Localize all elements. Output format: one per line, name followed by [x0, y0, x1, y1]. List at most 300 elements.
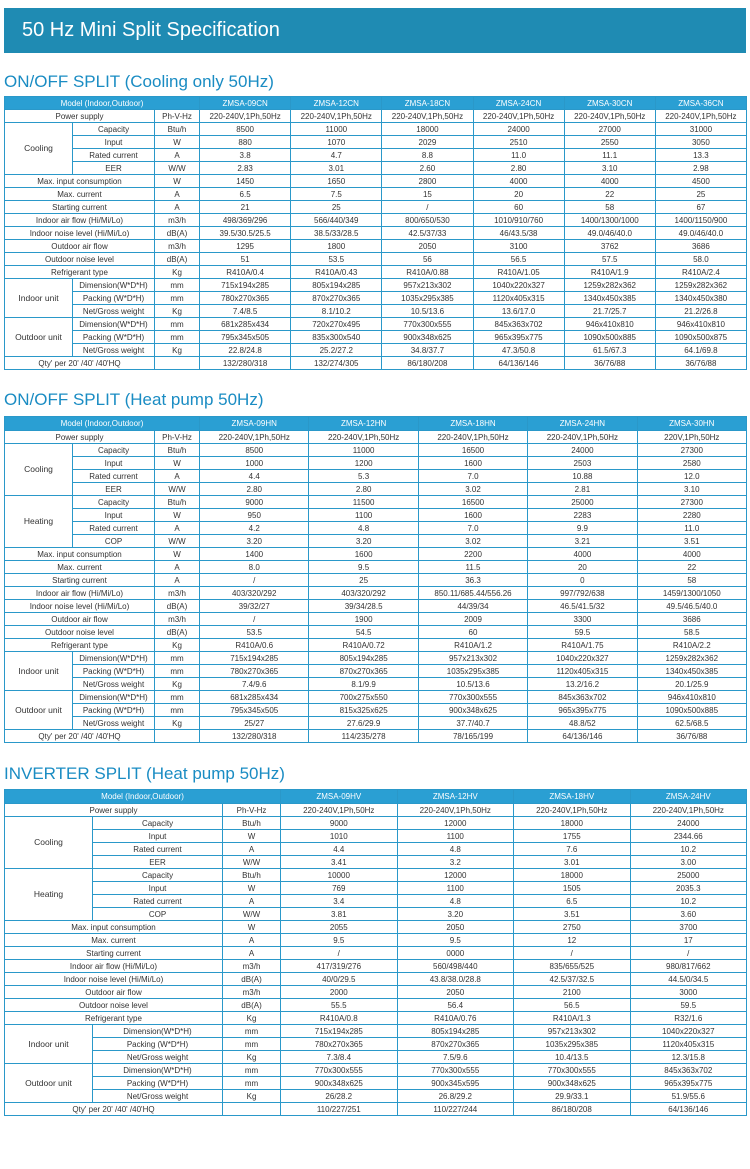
row-group-label: Indoor unit — [5, 1025, 93, 1064]
table-row — [5, 305, 747, 318]
value-cell: 64/136/146 — [630, 1103, 747, 1116]
value-cell: 769 — [281, 882, 398, 895]
value-cell: 11.5 — [418, 561, 527, 574]
row-label: Max. current — [5, 934, 223, 947]
value-cell: 835x300x540 — [291, 331, 382, 344]
value-cell: 25/27 — [200, 717, 309, 730]
row-label: Indoor noise level (Hi/Mi/Lo) — [5, 600, 155, 613]
value-cell: 805x194x285 — [291, 279, 382, 292]
table-row — [5, 665, 747, 678]
value-cell: 132/280/318 — [200, 730, 309, 743]
value-cell: 870x270x365 — [291, 292, 382, 305]
value-cell: 2029 — [382, 136, 473, 149]
model-name: ZMSA-12HV — [397, 790, 514, 804]
value-cell: 220-240V,1Ph,50Hz — [309, 431, 418, 444]
value-cell: 11.1 — [564, 149, 655, 162]
value-cell: 2100 — [514, 986, 631, 999]
value-cell: 850.11/685.44/556.26 — [418, 587, 527, 600]
row-unit: mm — [155, 691, 200, 704]
value-cell: 12 — [514, 934, 631, 947]
row-label: Dimension(W*D*H) — [73, 318, 155, 331]
table-row — [5, 869, 747, 882]
row-group-label: Outdoor unit — [5, 1064, 93, 1103]
value-cell: 8.1/10.2 — [291, 305, 382, 318]
row-group-label: Indoor unit — [5, 279, 73, 318]
value-cell: 62.5/68.5 — [637, 717, 746, 730]
value-cell: 950 — [200, 509, 309, 522]
value-cell: 2055 — [281, 921, 398, 934]
value-cell: 3.01 — [514, 856, 631, 869]
model-name: ZMSA-30CN — [564, 97, 655, 110]
row-label: Capacity — [93, 817, 223, 830]
value-cell: 9000 — [200, 496, 309, 509]
value-cell: 1900 — [309, 613, 418, 626]
value-cell: 29.9/33.1 — [514, 1090, 631, 1103]
value-cell: 55.5 — [281, 999, 398, 1012]
value-cell: 3.21 — [528, 535, 637, 548]
row-unit: Kg — [155, 717, 200, 730]
value-cell: 3.02 — [418, 483, 527, 496]
value-cell: 132/280/318 — [200, 357, 291, 370]
value-cell: 36/76/88 — [564, 357, 655, 370]
value-cell: 220-240V,1Ph,50Hz — [528, 431, 637, 444]
model-name: ZMSA-18HV — [514, 790, 631, 804]
value-cell: 4.4 — [200, 470, 309, 483]
row-unit: mm — [155, 652, 200, 665]
row-label: Input — [73, 457, 155, 470]
value-cell: 21.2/26.8 — [655, 305, 746, 318]
value-cell: 18000 — [514, 817, 631, 830]
row-unit: Kg — [155, 639, 200, 652]
table-row — [5, 678, 747, 691]
value-cell: 22 — [637, 561, 746, 574]
value-cell: 2.81 — [528, 483, 637, 496]
value-cell: 46.5/41.5/32 — [528, 600, 637, 613]
table-row — [5, 331, 747, 344]
row-unit: m3/h — [155, 214, 200, 227]
value-cell: 22 — [564, 188, 655, 201]
value-cell: 18000 — [382, 123, 473, 136]
value-cell: 2.98 — [655, 162, 746, 175]
table-row — [5, 600, 747, 613]
value-cell: 7.4/9.6 — [200, 678, 309, 691]
model-name: ZMSA-09HV — [281, 790, 398, 804]
row-unit: Kg — [155, 305, 200, 318]
value-cell: 44.5/0/34.5 — [630, 973, 747, 986]
value-cell: 3.01 — [291, 162, 382, 175]
value-cell: 26/28.2 — [281, 1090, 398, 1103]
value-cell: 39/32/27 — [200, 600, 309, 613]
value-cell: 7.5 — [291, 188, 382, 201]
value-cell: 13.6/17.0 — [473, 305, 564, 318]
value-cell: 56.5 — [473, 253, 564, 266]
value-cell: 4.2 — [200, 522, 309, 535]
table-row — [5, 457, 747, 470]
row-unit: Kg — [223, 1090, 281, 1103]
value-cell: R410A/1.9 — [564, 266, 655, 279]
row-label: Outdoor air flow — [5, 613, 155, 626]
value-cell: 10.4/13.5 — [514, 1051, 631, 1064]
table-row — [5, 999, 747, 1012]
table-row — [5, 279, 747, 292]
table-row — [5, 717, 747, 730]
row-label: Max. input consumption — [5, 175, 155, 188]
value-cell: 3.10 — [637, 483, 746, 496]
value-cell: R410A/0.76 — [397, 1012, 514, 1025]
value-cell: 220-240V,1Ph,50Hz — [382, 110, 473, 123]
value-cell: 54.5 — [309, 626, 418, 639]
row-label: Outdoor noise level — [5, 999, 223, 1012]
model-name: ZMSA-12HN — [309, 417, 418, 431]
value-cell: 4.8 — [397, 895, 514, 908]
value-cell: 1450 — [200, 175, 291, 188]
model-name: ZMSA-24CN — [473, 97, 564, 110]
value-cell: 7.4/8.5 — [200, 305, 291, 318]
value-cell: / — [382, 201, 473, 214]
value-cell: 2550 — [564, 136, 655, 149]
value-cell: 22.8/24.8 — [200, 344, 291, 357]
value-cell: 4000 — [564, 175, 655, 188]
value-cell: 2009 — [418, 613, 527, 626]
value-cell: 681x285x434 — [200, 318, 291, 331]
value-cell: 220-240V,1Ph,50Hz — [514, 804, 631, 817]
value-cell: 2050 — [382, 240, 473, 253]
value-cell: 42.5/37/32.5 — [514, 973, 631, 986]
value-cell: 997/792/638 — [528, 587, 637, 600]
value-cell: 795x345x505 — [200, 704, 309, 717]
value-cell: 900x348x625 — [418, 704, 527, 717]
value-cell: 946x410x810 — [637, 691, 746, 704]
row-label: Capacity — [73, 496, 155, 509]
value-cell: 56.4 — [397, 999, 514, 1012]
row-label: Starting current — [5, 947, 223, 960]
value-cell: 3.20 — [397, 908, 514, 921]
value-cell: 20.1/25.9 — [637, 678, 746, 691]
value-cell: 220-240V,1Ph,50Hz — [418, 431, 527, 444]
row-unit: mm — [155, 665, 200, 678]
value-cell: R410A/0.4 — [200, 266, 291, 279]
model-name: ZMSA-36CN — [655, 97, 746, 110]
value-cell: 770x300x555 — [281, 1064, 398, 1077]
value-cell: 2050 — [397, 921, 514, 934]
value-cell: 10.2 — [630, 843, 747, 856]
row-label: Net/Gross weight — [73, 305, 155, 318]
row-unit: A — [155, 470, 200, 483]
row-unit: dB(A) — [155, 253, 200, 266]
value-cell: 965x395x775 — [630, 1077, 747, 1090]
value-cell: 403/320/292 — [309, 587, 418, 600]
value-cell: 845x363x702 — [528, 691, 637, 704]
value-cell: 770x300x555 — [418, 691, 527, 704]
row-label: EER — [73, 162, 155, 175]
model-name: ZMSA-18HN — [418, 417, 527, 431]
value-cell: 1100 — [397, 882, 514, 895]
value-cell: 61.5/67.3 — [564, 344, 655, 357]
value-cell: 42.5/37/33 — [382, 227, 473, 240]
value-cell: 2510 — [473, 136, 564, 149]
value-cell: 38.5/33/28.5 — [291, 227, 382, 240]
value-cell: 4.8 — [309, 522, 418, 535]
row-label: Qty' per 20' /40' /40'HQ — [5, 357, 155, 370]
row-label: Dimension(W*D*H) — [93, 1064, 223, 1077]
row-unit — [155, 730, 200, 743]
table-row — [5, 253, 747, 266]
value-cell: 20 — [473, 188, 564, 201]
value-cell: 805x194x285 — [309, 652, 418, 665]
table-row — [5, 201, 747, 214]
table-row — [5, 639, 747, 652]
row-label: Refrigerant type — [5, 1012, 223, 1025]
table-row — [5, 149, 747, 162]
value-cell: 58.0 — [655, 253, 746, 266]
value-cell: 498/369/296 — [200, 214, 291, 227]
value-cell: 3.20 — [200, 535, 309, 548]
value-cell: R410A/0.43 — [291, 266, 382, 279]
value-cell: 220-240V,1Ph,50Hz — [200, 431, 309, 444]
value-cell: 6.5 — [514, 895, 631, 908]
value-cell: 26.8/29.2 — [397, 1090, 514, 1103]
table-row — [5, 175, 747, 188]
value-cell: 1600 — [418, 509, 527, 522]
table-row — [5, 318, 747, 331]
table-row — [5, 882, 747, 895]
value-cell: 13.2/16.2 — [528, 678, 637, 691]
row-unit: Btu/h — [155, 444, 200, 457]
spec-table-heat-pump — [4, 416, 747, 743]
spec-table-cooling-only — [4, 96, 747, 370]
value-cell: R410A/0.88 — [382, 266, 473, 279]
row-label: Packing (W*D*H) — [93, 1038, 223, 1051]
row-unit: dB(A) — [155, 227, 200, 240]
value-cell: 12000 — [397, 869, 514, 882]
row-unit: A — [155, 561, 200, 574]
value-cell: 770x300x555 — [382, 318, 473, 331]
value-cell: 220-240V,1Ph,50Hz — [655, 110, 746, 123]
section-title: ON/OFF SPLIT (Heat pump 50Hz) — [4, 390, 264, 409]
value-cell: 3.51 — [637, 535, 746, 548]
row-label: Capacity — [73, 123, 155, 136]
model-name: ZMSA-24HV — [630, 790, 747, 804]
value-cell: 2.80 — [200, 483, 309, 496]
value-cell: 56.5 — [514, 999, 631, 1012]
row-label: Net/Gross weight — [93, 1090, 223, 1103]
row-unit: Kg — [223, 1012, 281, 1025]
row-unit: Ph-V-Hz — [155, 431, 200, 444]
table-row — [5, 574, 747, 587]
row-unit: mm — [155, 704, 200, 717]
value-cell: 845x363x702 — [473, 318, 564, 331]
value-cell: 21.7/25.7 — [564, 305, 655, 318]
table-row — [5, 431, 747, 444]
value-cell: 1200 — [309, 457, 418, 470]
value-cell: 6.5 — [200, 188, 291, 201]
value-cell: 3.00 — [630, 856, 747, 869]
value-cell: 4000 — [637, 548, 746, 561]
value-cell: 27000 — [564, 123, 655, 136]
row-label: Starting current — [5, 201, 155, 214]
value-cell: / — [200, 574, 309, 587]
value-cell: 64.1/69.8 — [655, 344, 746, 357]
table-row — [5, 626, 747, 639]
model-name: ZMSA-09CN — [200, 97, 291, 110]
value-cell: R410A/0.72 — [309, 639, 418, 652]
value-cell: 1035x295x385 — [382, 292, 473, 305]
header-row — [5, 417, 747, 431]
value-cell: 715x194x285 — [281, 1025, 398, 1038]
value-cell: 64/136/146 — [473, 357, 564, 370]
value-cell: / — [630, 947, 747, 960]
value-cell: 58 — [564, 201, 655, 214]
value-cell: 10.5/13.6 — [382, 305, 473, 318]
value-cell: 835/655/525 — [514, 960, 631, 973]
row-unit: m3/h — [155, 240, 200, 253]
value-cell: R410A/2.2 — [637, 639, 746, 652]
value-cell: 1070 — [291, 136, 382, 149]
value-cell: 2750 — [514, 921, 631, 934]
value-cell: 10.88 — [528, 470, 637, 483]
value-cell: 3686 — [637, 613, 746, 626]
row-unit: Kg — [155, 266, 200, 279]
value-cell: 220-240V,1Ph,50Hz — [564, 110, 655, 123]
row-label: Qty' per 20' /40' /40'HQ — [5, 730, 155, 743]
value-cell: 2000 — [281, 986, 398, 999]
row-group-label: Outdoor unit — [5, 691, 73, 730]
row-label: Refrigerant type — [5, 639, 155, 652]
value-cell: 220-240V,1Ph,50Hz — [281, 804, 398, 817]
value-cell: 1459/1300/1050 — [637, 587, 746, 600]
row-unit: W/W — [223, 856, 281, 869]
value-cell: 220-240V,1Ph,50Hz — [397, 804, 514, 817]
table-row — [5, 470, 747, 483]
value-cell: 59.5 — [528, 626, 637, 639]
table-row — [5, 561, 747, 574]
row-unit: A — [223, 843, 281, 856]
value-cell: 965x395x775 — [473, 331, 564, 344]
value-cell: 4.4 — [281, 843, 398, 856]
value-cell: 7.3/8.4 — [281, 1051, 398, 1064]
row-unit — [155, 357, 200, 370]
value-cell: 16500 — [418, 496, 527, 509]
value-cell: 2.83 — [200, 162, 291, 175]
row-unit: m3/h — [155, 613, 200, 626]
table-row — [5, 704, 747, 717]
row-label: Input — [73, 136, 155, 149]
value-cell: 11.0 — [637, 522, 746, 535]
value-cell: 1600 — [309, 548, 418, 561]
value-cell: 8.8 — [382, 149, 473, 162]
row-unit: mm — [155, 318, 200, 331]
row-label: Outdoor air flow — [5, 240, 155, 253]
value-cell: 4500 — [655, 175, 746, 188]
row-label: Dimension(W*D*H) — [73, 691, 155, 704]
value-cell: 59.5 — [630, 999, 747, 1012]
value-cell: 1120x405x315 — [473, 292, 564, 305]
table-row — [5, 1038, 747, 1051]
value-cell: 1800 — [291, 240, 382, 253]
value-cell: 1035x295x385 — [418, 665, 527, 678]
value-cell: 3762 — [564, 240, 655, 253]
table-row — [5, 240, 747, 253]
value-cell: 2283 — [528, 509, 637, 522]
row-unit: m3/h — [223, 960, 281, 973]
value-cell: 11000 — [309, 444, 418, 457]
table-row — [5, 1103, 747, 1116]
row-unit: mm — [155, 331, 200, 344]
value-cell: 780x270x365 — [200, 665, 309, 678]
value-cell: 37.7/40.7 — [418, 717, 527, 730]
row-unit: A — [223, 895, 281, 908]
value-cell: 86/180/208 — [382, 357, 473, 370]
row-unit: Ph-V-Hz — [155, 110, 200, 123]
row-unit: Btu/h — [223, 817, 281, 830]
table-row — [5, 804, 747, 817]
value-cell: 965x395x775 — [528, 704, 637, 717]
row-label: Outdoor air flow — [5, 986, 223, 999]
row-group-label: Heating — [5, 496, 73, 548]
value-cell: 39/34/28.5 — [309, 600, 418, 613]
value-cell: 86/180/208 — [514, 1103, 631, 1116]
row-unit: Kg — [155, 678, 200, 691]
value-cell: 24000 — [473, 123, 564, 136]
row-unit: m3/h — [223, 986, 281, 999]
table-row — [5, 856, 747, 869]
row-label: Rated current — [73, 470, 155, 483]
value-cell: 845x363x702 — [630, 1064, 747, 1077]
value-cell: 560/498/440 — [397, 960, 514, 973]
value-cell: R410A/1.05 — [473, 266, 564, 279]
value-cell: 1340x450x385 — [564, 292, 655, 305]
table-row — [5, 227, 747, 240]
table-row — [5, 613, 747, 626]
value-cell: 110/227/251 — [281, 1103, 398, 1116]
table-row — [5, 843, 747, 856]
value-cell: 4.8 — [397, 843, 514, 856]
header-row — [5, 97, 747, 110]
value-cell: 36/76/88 — [655, 357, 746, 370]
value-cell: 17 — [630, 934, 747, 947]
value-cell: 1090x500x885 — [637, 704, 746, 717]
value-cell: 9.5 — [397, 934, 514, 947]
value-cell: 2050 — [397, 986, 514, 999]
value-cell: 2.60 — [382, 162, 473, 175]
value-cell: 1259x282x362 — [655, 279, 746, 292]
row-label: Packing (W*D*H) — [73, 292, 155, 305]
row-unit: mm — [155, 279, 200, 292]
value-cell: 1040x220x327 — [630, 1025, 747, 1038]
value-cell: 417/319/276 — [281, 960, 398, 973]
row-unit: A — [155, 574, 200, 587]
table-row — [5, 1077, 747, 1090]
row-unit: mm — [223, 1077, 281, 1090]
row-unit: W — [155, 457, 200, 470]
value-cell: 49.0/46/40.0 — [564, 227, 655, 240]
value-cell: 56 — [382, 253, 473, 266]
value-cell: 2035.3 — [630, 882, 747, 895]
row-label: Outdoor noise level — [5, 253, 155, 266]
page-banner: 50 Hz Mini Split Specification — [4, 8, 746, 53]
row-label: Dimension(W*D*H) — [93, 1025, 223, 1038]
value-cell: 220-240V,1Ph,50Hz — [291, 110, 382, 123]
value-cell: 12.3/15.8 — [630, 1051, 747, 1064]
value-cell: 64/136/146 — [528, 730, 637, 743]
row-label: Input — [93, 830, 223, 843]
value-cell: 3.41 — [281, 856, 398, 869]
value-cell: 1100 — [309, 509, 418, 522]
model-header: Model (Indoor,Outdoor) — [5, 97, 200, 110]
value-cell: 780x270x365 — [200, 292, 291, 305]
table-row — [5, 188, 747, 201]
value-cell: 7.6 — [514, 843, 631, 856]
